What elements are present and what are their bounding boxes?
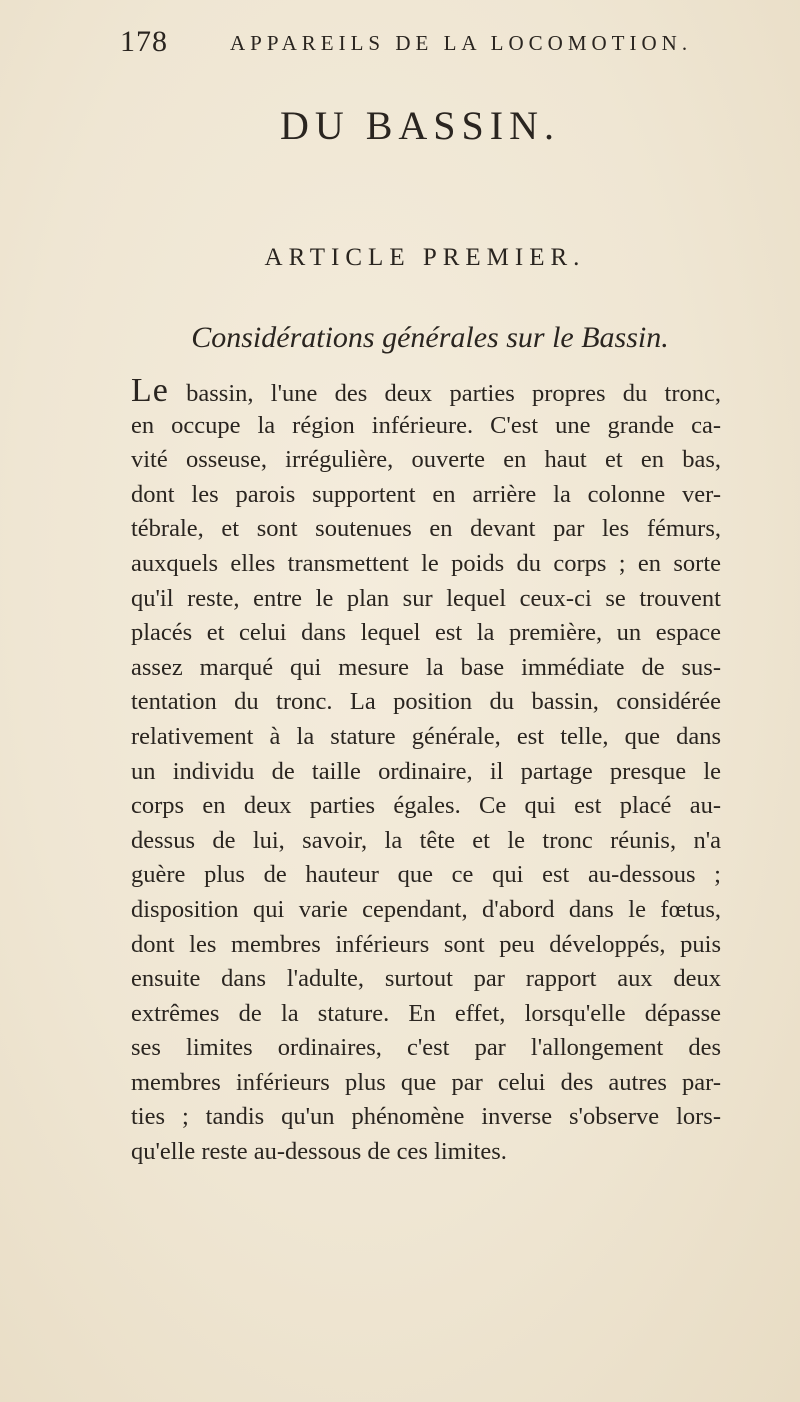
text-line-21: membres inférieurs plus que par celui des autres par- <box>131 1068 721 1096</box>
page-number: 178 <box>120 25 168 58</box>
text-line-5: tébrale, et sont soutenues en devant par les fémurs, <box>131 515 721 543</box>
text-line-23: qu'elle reste au-dessous de ces limites. <box>131 1138 507 1166</box>
section-title: DU BASSIN. <box>279 103 561 148</box>
text-line-22: ties ; tandis qu'un phénomène inverse s'observe lors- <box>131 1103 721 1131</box>
text-line-2: en occupe la région inférieure. C'est une grande ca- <box>131 411 721 439</box>
text-line-16: disposition qui varie cependant, d'abord dans le fœtus, <box>131 895 721 923</box>
text-line-9: assez marqué qui mesure la base immédiate de sus- <box>131 653 721 681</box>
running-head <box>120 22 720 62</box>
text-line-8: placés et celui dans lequel est la première, un espace <box>131 619 721 647</box>
article-heading: ARTICLE PREMIER. <box>264 244 586 271</box>
text-line-1 <box>131 374 721 409</box>
text-line-18: ensuite dans l'adulte, surtout par rapport aux deux <box>131 965 721 993</box>
subtitle: Considérations générales sur le Bassin. <box>191 321 669 354</box>
text-line-13: corps en deux parties égales. Ce qui est placé au- <box>131 792 721 820</box>
text-line-10: tentation du tronc. La position du bassin, considérée <box>131 688 721 716</box>
text-line-15: guère plus de hauteur que ce qui est au-dessous ; <box>131 861 721 889</box>
text-line-4: dont les parois supportent en arrière la colonne ver- <box>131 480 721 508</box>
text-line-14: dessus de lui, savoir, la tête et le tronc réunis, n'a <box>131 826 721 854</box>
text-line-12: un individu de taille ordinaire, il partage presque le <box>131 757 721 785</box>
text-line-3: vité osseuse, irrégulière, ouverte en haut et en bas, <box>131 446 721 474</box>
text-line-7: qu'il reste, entre le plan sur lequel ceux-ci se trouvent <box>131 584 721 612</box>
text-line-1-rest: bassin, l'une des deux parties propres du tronc, <box>168 380 721 407</box>
body-paragraph <box>131 374 721 1170</box>
running-title: APPAREILS DE LA LOCOMOTION. <box>230 31 693 55</box>
drop-initial: Le <box>131 372 169 409</box>
text-line-19: extrêmes de la stature. En effet, lorsqu'elle dépasse <box>131 999 721 1027</box>
text-line-11: relativement à la stature générale, est telle, que dans <box>131 722 721 750</box>
text-line-20: ses limites ordinaires, c'est par l'allongement des <box>131 1034 721 1062</box>
text-line-6: auxquels elles transmettent le poids du corps ; en sorte <box>131 549 721 577</box>
text-line-17: dont les membres inférieurs sont peu développés, puis <box>131 930 721 958</box>
